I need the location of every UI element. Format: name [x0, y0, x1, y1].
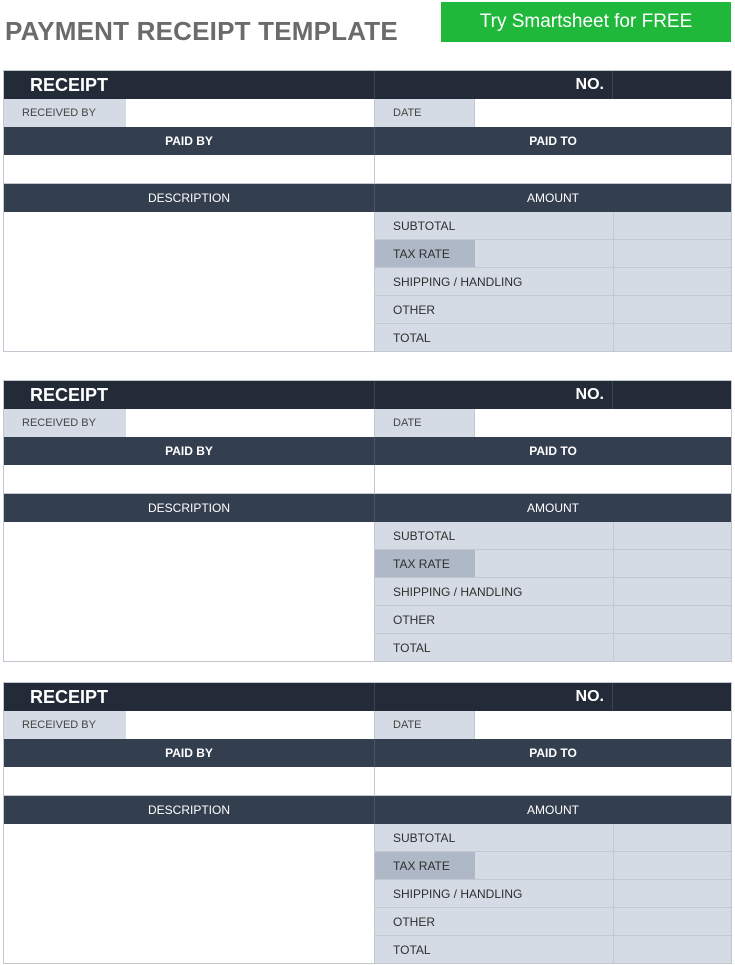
tax-rate-label: TAX RATE [393, 858, 450, 873]
other-label: OTHER [393, 612, 435, 627]
subtotal-label: SUBTOTAL [393, 218, 456, 233]
receipt-number-field[interactable] [612, 71, 731, 99]
totals-table [374, 212, 731, 351]
subtotal-row [375, 522, 731, 550]
description-label: DESCRIPTION [147, 191, 230, 205]
received-by-label: RECEIVED BY [4, 99, 126, 127]
paid-by-field[interactable] [4, 155, 374, 183]
total-field[interactable] [613, 936, 731, 963]
receipt-body [4, 522, 731, 661]
description-label: DESCRIPTION [147, 501, 230, 515]
tax-rate-cell [375, 852, 613, 879]
paid-to-field[interactable] [374, 767, 731, 795]
paid-header-row [4, 127, 731, 155]
receipt-number-label: NO. [374, 683, 612, 711]
received-by-label: RECEIVED BY [4, 409, 126, 437]
receipt-title: RECEIPT [30, 74, 109, 95]
shipping-row [375, 880, 731, 908]
paid-by-label: PAID BY [165, 746, 213, 760]
subtotal-field[interactable] [613, 522, 731, 549]
shipping-field[interactable] [613, 268, 731, 295]
description-label: DESCRIPTION [147, 803, 230, 817]
receipt-block [3, 380, 732, 662]
tax-rate-cell [375, 240, 613, 267]
date-label: DATE [374, 711, 474, 739]
paid-by-label: PAID BY [165, 444, 213, 458]
date-label: DATE [374, 99, 474, 127]
paid-value-row [4, 767, 731, 796]
other-row [375, 606, 731, 634]
amount-label: AMOUNT [374, 184, 731, 212]
other-label: OTHER [393, 302, 435, 317]
paid-to-label: PAID TO [374, 127, 731, 155]
receipt-number-label: NO. [374, 71, 612, 99]
tax-rate-field[interactable] [613, 852, 731, 879]
description-header-row [4, 184, 731, 212]
shipping-label: SHIPPING / HANDLING [393, 886, 523, 901]
received-by-field[interactable] [126, 99, 374, 127]
receipt-body [4, 212, 731, 351]
tax-rate-field[interactable] [613, 550, 731, 577]
receipt-block [3, 682, 732, 964]
paid-to-label: PAID TO [374, 437, 731, 465]
subtotal-row [375, 212, 731, 240]
total-field[interactable] [613, 634, 731, 661]
page-title: PAYMENT RECEIPT TEMPLATE [5, 16, 398, 46]
paid-header-row [4, 437, 731, 465]
receipt-title: RECEIPT [30, 686, 109, 707]
total-row [375, 634, 731, 661]
receipt-header [4, 71, 731, 99]
total-row [375, 936, 731, 963]
description-field[interactable] [4, 522, 374, 661]
total-label: TOTAL [393, 330, 431, 345]
paid-to-label: PAID TO [374, 739, 731, 767]
other-field[interactable] [613, 296, 731, 323]
shipping-label: SHIPPING / HANDLING [393, 274, 523, 289]
try-smartsheet-button[interactable]: Try Smartsheet for FREE [441, 2, 731, 42]
total-row [375, 324, 731, 351]
other-row [375, 908, 731, 936]
paid-by-field[interactable] [4, 767, 374, 795]
paid-to-field[interactable] [374, 465, 731, 493]
received-by-field[interactable] [126, 409, 374, 437]
description-field[interactable] [4, 824, 374, 963]
other-field[interactable] [613, 908, 731, 935]
amount-label: AMOUNT [374, 796, 731, 824]
total-label: TOTAL [393, 942, 431, 957]
other-label: OTHER [393, 914, 435, 929]
subtotal-field[interactable] [613, 824, 731, 851]
paid-by-label: PAID BY [165, 134, 213, 148]
other-field[interactable] [613, 606, 731, 633]
date-label: DATE [374, 409, 474, 437]
receipt-header [4, 683, 731, 711]
date-field[interactable] [474, 711, 731, 739]
description-header-row [4, 796, 731, 824]
paid-value-row [4, 465, 731, 494]
receipt-header [4, 381, 731, 409]
tax-rate-row [375, 852, 731, 880]
shipping-label: SHIPPING / HANDLING [393, 584, 523, 599]
receipt-title: RECEIPT [30, 384, 109, 405]
tax-rate-row [375, 240, 731, 268]
meta-row [4, 99, 731, 127]
tax-rate-field[interactable] [613, 240, 731, 267]
subtotal-field[interactable] [613, 212, 731, 239]
shipping-row [375, 578, 731, 606]
date-field[interactable] [474, 409, 731, 437]
totals-table [374, 522, 731, 661]
shipping-field[interactable] [613, 578, 731, 605]
date-field[interactable] [474, 99, 731, 127]
receipt-number-field[interactable] [612, 381, 731, 409]
tax-rate-label: TAX RATE [393, 556, 450, 571]
meta-row [4, 409, 731, 437]
paid-by-field[interactable] [4, 465, 374, 493]
receipt-number-label: NO. [374, 381, 612, 409]
total-field[interactable] [613, 324, 731, 351]
paid-to-field[interactable] [374, 155, 731, 183]
subtotal-label: SUBTOTAL [393, 528, 456, 543]
receipt-body [4, 824, 731, 963]
shipping-row [375, 268, 731, 296]
meta-row [4, 711, 731, 739]
received-by-label: RECEIVED BY [4, 711, 126, 739]
description-field[interactable] [4, 212, 374, 351]
shipping-field[interactable] [613, 880, 731, 907]
paid-header-row [4, 739, 731, 767]
tax-rate-label: TAX RATE [393, 246, 450, 261]
tax-rate-row [375, 550, 731, 578]
receipt-number-field[interactable] [612, 683, 731, 711]
totals-table [374, 824, 731, 963]
receipt-block [3, 70, 732, 352]
other-row [375, 296, 731, 324]
subtotal-label: SUBTOTAL [393, 830, 456, 845]
total-label: TOTAL [393, 640, 431, 655]
paid-value-row [4, 155, 731, 184]
description-header-row [4, 494, 731, 522]
amount-label: AMOUNT [374, 494, 731, 522]
received-by-field[interactable] [126, 711, 374, 739]
subtotal-row [375, 824, 731, 852]
tax-rate-cell [375, 550, 613, 577]
